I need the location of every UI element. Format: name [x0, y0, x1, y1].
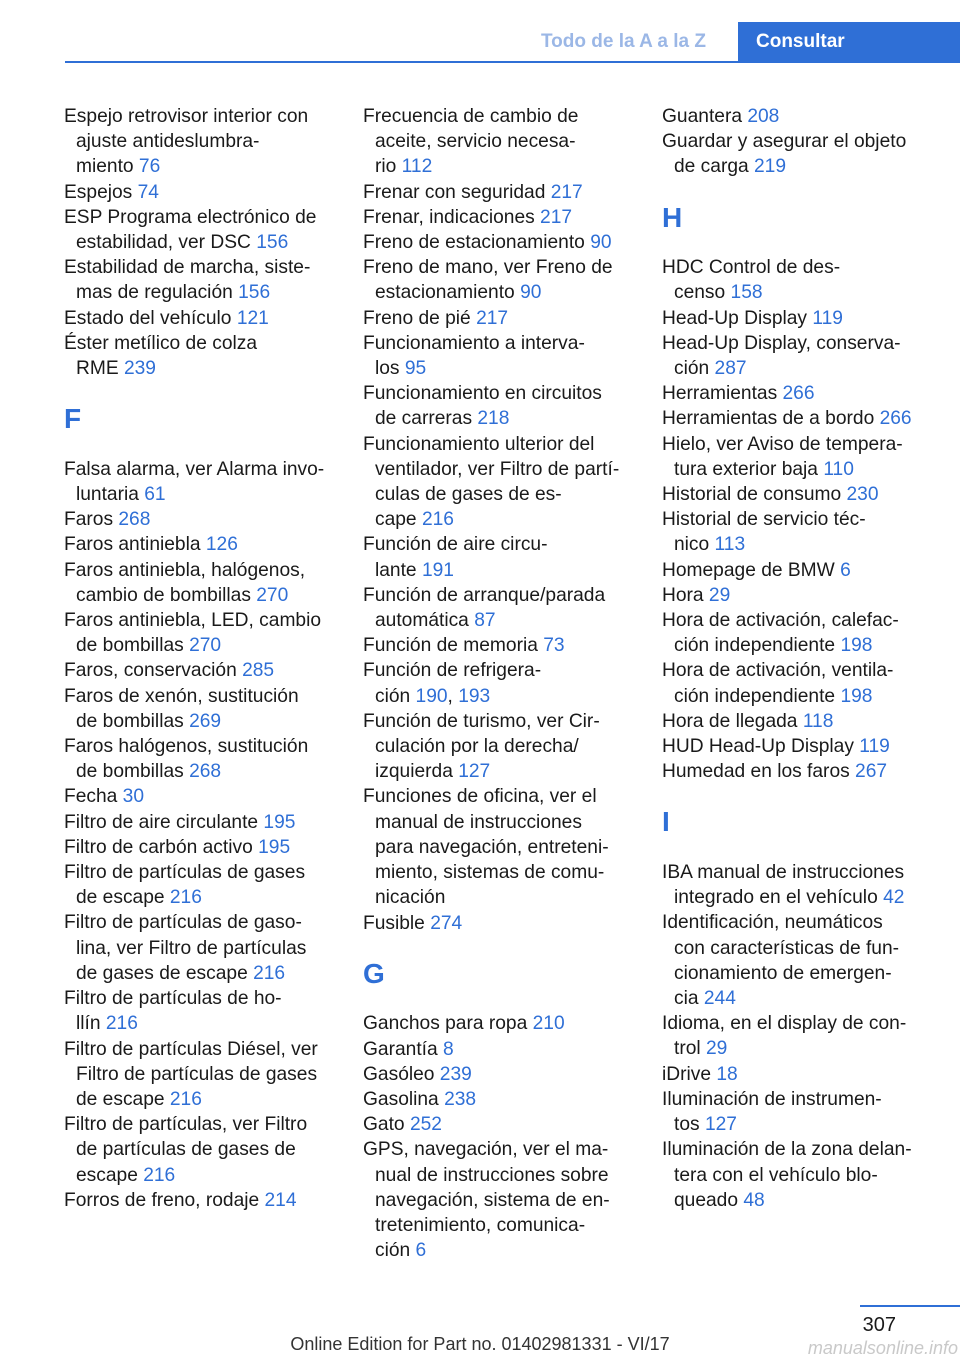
index-entry	[363, 255, 635, 305]
index-entry-text: Faros antiniebla, LED, cambio	[64, 610, 322, 632]
page-reference-link[interactable]: 110	[823, 458, 854, 480]
index-entry	[64, 532, 336, 557]
watermark: manualsonline.info	[807, 1338, 958, 1358]
index-entry	[662, 129, 934, 179]
page-reference-link[interactable]: 191	[421, 559, 454, 581]
page-reference-link[interactable]: 269	[189, 710, 222, 732]
page-reference-link[interactable]: 238	[444, 1088, 477, 1110]
index-entry-text: Funciones de oficina, ver el	[363, 786, 597, 808]
index-entry	[363, 583, 635, 633]
index-entry-text: Humedad en los faros	[662, 761, 856, 783]
index-entry: Función de refrigera- ción 190, 193	[363, 660, 542, 707]
index-entry-text: ción	[375, 1240, 416, 1262]
page-reference-link[interactable]: 270	[189, 635, 222, 657]
page-reference-link[interactable]: 216	[105, 1013, 138, 1035]
page-reference-link[interactable]: 285	[242, 660, 275, 682]
index-column-3	[662, 104, 934, 1213]
index-entry	[363, 432, 635, 533]
index-entry	[64, 860, 336, 910]
index-entry	[64, 558, 336, 608]
index-entry	[363, 205, 635, 230]
index-entry	[662, 583, 934, 608]
index-entry-text: manual de instrucciones	[375, 811, 582, 833]
index-entry	[363, 104, 635, 180]
page-reference-link[interactable]: 8	[443, 1038, 454, 1060]
index-entry	[64, 658, 336, 683]
index-entry-text: de partículas de gases de	[76, 1139, 296, 1161]
index-entry-text: Fecha	[64, 786, 123, 808]
index-entry	[662, 608, 934, 658]
index-entry	[662, 406, 934, 431]
index-entry-text: estacionamiento	[375, 282, 521, 304]
index-entry	[662, 658, 934, 708]
index-entry	[64, 835, 336, 860]
index-entry-text: ción independiente	[674, 685, 841, 707]
page-reference-link[interactable]: 198	[840, 685, 873, 707]
index-entry-text: culas de gases de es-	[375, 484, 562, 506]
index-entry-text: nicación	[375, 887, 446, 909]
index-letter-heading: F	[64, 403, 82, 435]
index-entry-text: de escape	[76, 1088, 170, 1110]
index-entry-text: Faros	[64, 509, 119, 531]
index-entry-text: ajuste antideslumbra-	[76, 131, 260, 153]
index-entry-text: Función de aire circu-	[363, 534, 548, 556]
index-entry-text: Hielo, ver Aviso de tempera-	[662, 433, 903, 455]
index-entry	[662, 910, 934, 1011]
page-number: 307	[862, 1314, 896, 1336]
footer-rule	[860, 1305, 960, 1307]
index-entry	[363, 1087, 635, 1112]
index-entry-text: aceite, servicio necesa-	[375, 131, 576, 153]
index-entry-text: Filtro de partículas de ho-	[64, 988, 282, 1010]
index-entry-text: Fusible	[363, 912, 431, 934]
index-entry-text: Función de turismo, ver Cir-	[363, 710, 600, 732]
index-entry-text: nual de instrucciones sobre	[375, 1164, 609, 1186]
index-entry-text: Función de refrigera-	[363, 660, 542, 682]
page-reference-link[interactable]: 270	[256, 584, 289, 606]
index-entry-text: lante	[375, 559, 422, 581]
index-entry	[64, 180, 336, 205]
index-entry-text: Frenar con seguridad	[363, 181, 551, 203]
index-entry	[363, 1062, 635, 1087]
page-reference-link[interactable]: 18	[716, 1063, 738, 1085]
page-reference-link[interactable]: 76	[138, 156, 161, 178]
index-entry	[64, 1188, 336, 1213]
index-entry	[662, 482, 934, 507]
page-reference-link[interactable]: 216	[421, 509, 454, 531]
page-reference-link[interactable]: 74	[137, 181, 159, 203]
index-entry	[363, 230, 635, 255]
index-entry-text: iDrive	[662, 1063, 717, 1085]
index-entry-text: Filtro de partículas Diésel, ver	[64, 1038, 318, 1060]
index-entry-text: trol	[674, 1038, 706, 1060]
index-entry	[662, 759, 934, 784]
page-reference-link[interactable]: 29	[708, 584, 731, 606]
index-entry-text: Hora de activación, calefac-	[662, 610, 899, 632]
page-reference-link[interactable]: 42	[883, 887, 905, 909]
page-reference-link[interactable]: 217	[476, 307, 509, 329]
page-reference-link[interactable]: 61	[144, 484, 166, 506]
page-reference-link[interactable]: 90	[590, 232, 612, 254]
index-entry-text: de bombillas	[76, 710, 190, 732]
index-entry-text: cape	[375, 509, 422, 531]
index-entry-text: escape	[76, 1164, 144, 1186]
index-entry-text: Iluminación de la zona delan-	[662, 1139, 912, 1161]
index-entry	[64, 910, 336, 986]
index-entry	[662, 507, 934, 557]
index-entry	[363, 306, 635, 331]
index-entry	[64, 734, 336, 784]
page-reference-link[interactable]: 239	[439, 1063, 472, 1085]
page-reference-link[interactable]: 156	[238, 282, 271, 304]
edition-note: Online Edition for Part no. 01402981331 - VI/17	[290, 1334, 670, 1354]
index-entry-text: Gasolina	[363, 1088, 445, 1110]
index-entry-text: Funcionamiento ulterior del	[363, 433, 595, 455]
index-entry-text: integrado en el vehículo	[674, 887, 884, 909]
index-entry-text: Homepage de BMW	[662, 559, 841, 581]
index-entry-text: de bombillas	[76, 761, 190, 783]
page-reference-link[interactable]: 156	[256, 232, 289, 254]
page-reference-link[interactable]: 90	[520, 282, 542, 304]
index-entry-text: Hora de llegada	[662, 710, 803, 732]
index-entry-text: miento	[76, 156, 139, 178]
index-entry-text: Falsa alarma, ver Alarma invo-	[64, 458, 325, 480]
chapter-tab[interactable]: Consultar	[738, 22, 960, 62]
index-entry-text: de carreras	[375, 408, 478, 430]
page-reference-link[interactable]: 268	[118, 509, 151, 531]
index-entry	[64, 986, 336, 1036]
page-reference-link[interactable]: 216	[169, 1088, 202, 1110]
index-entry-text: Espejos	[64, 181, 138, 203]
page-reference-link[interactable]: 126	[205, 534, 238, 556]
page-reference-link[interactable]: 195	[263, 811, 296, 833]
index-entry	[662, 381, 934, 406]
index-entry	[662, 1137, 934, 1213]
index-entry	[662, 432, 934, 482]
index-entry-text: HUD Head-Up Display	[662, 736, 860, 758]
index-entry-text: tera con el vehículo blo-	[674, 1164, 878, 1186]
index-entry	[662, 306, 934, 331]
index-entry-text: nico	[674, 534, 715, 556]
index-entry	[363, 381, 635, 431]
index-entry-text: Hora de activación, ventila-	[662, 660, 894, 682]
index-entry	[64, 104, 336, 180]
index-entry-text: llín	[76, 1013, 106, 1035]
index-entry-text: Historial de consumo	[662, 484, 847, 506]
index-entry-text: lina, ver Filtro de partículas	[76, 937, 307, 959]
index-entry-text: Faros halógenos, sustitución	[64, 736, 309, 758]
index-entry-text: queado	[674, 1189, 744, 1211]
index-entry-text: Freno de estacionamiento	[363, 232, 591, 254]
index-entry-text: Freno de pié	[363, 307, 477, 329]
index-entry-text: de escape	[76, 887, 170, 909]
index-entry-text: Gato	[363, 1114, 410, 1136]
index-entry-text: Head-Up Display	[662, 307, 813, 329]
page-reference-link[interactable]: 158	[730, 282, 763, 304]
page-reference-link[interactable]: 208	[747, 106, 780, 127]
index-entry-text: con características de fun-	[674, 937, 900, 959]
index-entry-text: Historial de servicio téc-	[662, 509, 866, 531]
index-entry-text: Guardar y asegurar el objeto	[662, 131, 907, 153]
index-entry-text: mas de regulación	[76, 282, 239, 304]
page-reference-link[interactable]: 268	[189, 761, 222, 783]
index-entry	[64, 784, 336, 809]
index-entry-text: Ganchos para ropa	[363, 1013, 533, 1035]
index-entry	[662, 709, 934, 734]
index-entry-text: automática	[375, 610, 475, 632]
index-entry-text: miento, sistemas de comu-	[375, 862, 605, 884]
index-entry	[363, 1037, 635, 1062]
index-entry	[363, 1137, 635, 1263]
index-entry	[363, 911, 635, 936]
index-entry	[662, 1087, 934, 1137]
page-reference-link[interactable]: 198	[840, 635, 873, 657]
index-letter-heading: I	[662, 806, 670, 838]
index-entry-text: ción	[375, 685, 416, 707]
index-entry-text: Estado del vehículo	[64, 307, 237, 329]
index-entry-text: de carga	[674, 156, 755, 178]
index-entry-text: Iluminación de instrumen-	[662, 1088, 882, 1110]
page-reference-link[interactable]: 230	[846, 484, 879, 506]
page-reference-link[interactable]: 218	[477, 408, 510, 430]
page-reference-link[interactable]: 210	[532, 1013, 565, 1035]
index-entry	[662, 860, 934, 910]
index-letter-heading: H	[662, 201, 683, 233]
index-entry-text: Herramientas de a bordo	[662, 408, 880, 430]
index-column-1	[64, 104, 336, 1213]
index-entry-text: Hora	[662, 584, 709, 606]
index-entry	[363, 180, 635, 205]
index-entry	[662, 104, 934, 129]
index-entry-text: los	[375, 358, 405, 380]
index-entry	[64, 255, 336, 305]
index-entry	[64, 810, 336, 835]
index-entry-text: Head-Up Display, conserva-	[662, 332, 901, 354]
page-reference-link[interactable]: 239	[123, 358, 156, 380]
index-entry	[363, 633, 635, 658]
index-entry-text: Frenar, indicaciones	[363, 206, 541, 228]
index-entry-text: Faros de xenón, sustitución	[64, 685, 299, 707]
index-entry-text: Faros antiniebla, halógenos,	[64, 559, 306, 581]
index-entry	[64, 1112, 336, 1188]
index-entry-text: ción	[674, 358, 715, 380]
index-entry	[363, 1112, 635, 1137]
index-entry	[64, 457, 336, 507]
index-entry-text: ción independiente	[674, 635, 841, 657]
index-entry-text: ventilador, ver Filtro de partí-	[375, 458, 620, 480]
index-entry	[64, 306, 336, 331]
index-entry-text: Identificación, neumáticos	[662, 912, 883, 934]
index-entry-text: Idioma, en el display de con-	[662, 1013, 907, 1035]
section-tab[interactable]: Todo de la A a la Z	[540, 31, 706, 52]
index-entry	[64, 507, 336, 532]
index-entry-text: Guantera	[662, 106, 748, 127]
index-entry-text: Espejo retrovisor interior con	[64, 106, 309, 127]
index-entry-text: Funcionamiento a interva-	[363, 332, 585, 354]
page-reference-link[interactable]: 119	[859, 736, 890, 758]
index-entry-text: para navegación, entreteni-	[375, 836, 609, 858]
page-reference-link[interactable]: 266	[782, 383, 815, 405]
index-entry-text: GPS, navegación, ver el ma-	[363, 1139, 609, 1161]
index-column-2	[363, 104, 635, 1263]
index-entry-text: Filtro de partículas, ver Filtro	[64, 1114, 308, 1136]
index-entry	[363, 331, 635, 381]
index-entry	[363, 784, 635, 910]
index-entry-text: censo	[674, 282, 731, 304]
index-entry-text: Forros de freno, rodaje	[64, 1189, 265, 1211]
index-entry-text: Funcionamiento en circuitos	[363, 383, 602, 405]
index-entry-text: Freno de mano, ver Freno de	[363, 257, 613, 279]
index-entry-text: Frecuencia de cambio de	[363, 106, 579, 127]
page-reference-link[interactable]: 244	[703, 988, 736, 1010]
page-reference-link[interactable]: 6	[415, 1240, 427, 1262]
page-reference-link[interactable]: 121	[236, 307, 269, 329]
index-entry-text: estabilidad, ver DSC	[76, 232, 257, 254]
page-reference-link[interactable]: 118	[802, 710, 834, 732]
index-entry-text: Herramientas	[662, 383, 783, 405]
page-reference-link[interactable]: 29	[706, 1038, 728, 1060]
index-entry	[662, 331, 934, 381]
index-entry-text: Garantía	[363, 1038, 443, 1060]
index-entry-text: de bombillas	[76, 635, 190, 657]
index-entry	[64, 1037, 336, 1113]
page-reference-link[interactable]: 190	[415, 685, 448, 707]
page-reference-link[interactable]: 193	[458, 685, 491, 707]
index-entry	[64, 608, 336, 658]
page-reference-link[interactable]: 217	[540, 206, 573, 228]
index-entry	[64, 684, 336, 734]
index-entry-text: Gasóleo	[363, 1063, 440, 1085]
page-reference-link[interactable]: 219	[754, 156, 787, 178]
page-reference-link[interactable]: 216	[169, 887, 202, 909]
index-entry-text: ESP Programa electrónico de	[64, 206, 317, 228]
page-reference-link[interactable]: 30	[122, 786, 145, 808]
index-entry	[363, 709, 635, 785]
index-entry-text: cambio de bombillas	[76, 584, 257, 606]
page-reference-link[interactable]: 216	[253, 962, 286, 984]
index-entry-text: Filtro de partículas de gaso-	[64, 912, 302, 934]
page-reference-link[interactable]: 48	[743, 1189, 765, 1211]
page-reference-link[interactable]: 216	[143, 1164, 176, 1186]
page-reference-link[interactable]: 127	[458, 761, 491, 783]
index-entry	[662, 255, 934, 305]
page-reference-link[interactable]: 119	[812, 307, 843, 329]
index-entry	[662, 1011, 934, 1061]
index-entry-text: Éster metílico de colza	[64, 332, 258, 354]
index-entry-text: tos	[674, 1114, 705, 1136]
index-entry-text: culación por la derecha/	[375, 736, 579, 758]
page-reference-link[interactable]: 266	[879, 408, 912, 430]
page-reference-link[interactable]: 95	[404, 358, 427, 380]
index-entry-text: Filtro de partículas de gases	[64, 862, 306, 884]
index-letter-heading: G	[363, 957, 385, 989]
index-entry-text: izquierda	[375, 761, 459, 783]
index-entry-text: navegación, sistema de en-	[375, 1189, 610, 1211]
index-entry-text: Filtro de partículas de gases	[76, 1063, 318, 1085]
index-entry-text: tura exterior baja	[674, 458, 824, 480]
index-entry-text: Filtro de aire circulante	[64, 811, 264, 833]
page-reference-link[interactable]: 73	[543, 635, 565, 657]
index-entry-text: Estabilidad de marcha, siste-	[64, 257, 311, 279]
index-entry-text: Función de memoria	[363, 635, 544, 657]
page-reference-link[interactable]: 195	[258, 836, 291, 858]
index-entry	[363, 532, 635, 582]
index-entry-text: luntaria	[76, 484, 145, 506]
page-reference-link[interactable]: 6	[840, 559, 851, 581]
index-entry	[363, 1011, 635, 1036]
page-reference-link[interactable]: 112	[401, 156, 433, 178]
index-entry-text: Faros antiniebla	[64, 534, 206, 556]
page-reference-link[interactable]: 127	[704, 1114, 737, 1136]
index-entry-text: Filtro de carbón activo	[64, 836, 259, 858]
index-entry-text: de gases de escape	[76, 962, 254, 984]
index-entry	[662, 734, 934, 759]
index-entry	[662, 558, 934, 583]
page-reference-link[interactable]: 274	[430, 912, 463, 934]
index-entry-text: RME	[76, 358, 124, 380]
page-reference-link[interactable]: 252	[409, 1114, 442, 1136]
page-reference-link[interactable]: 267	[855, 761, 888, 783]
index-entry	[662, 1062, 934, 1087]
page-reference-link[interactable]: 214	[264, 1189, 297, 1211]
index-entry-text: IBA manual de instrucciones	[662, 862, 905, 884]
index-entry-text: Faros, conservación	[64, 660, 243, 682]
page-reference-link[interactable]: 287	[714, 358, 747, 380]
page-reference-link[interactable]: 113	[714, 534, 746, 556]
index-entry-text: rio	[375, 156, 402, 178]
index-entry-text: cia	[674, 988, 704, 1010]
index-entry-text: HDC Control de des-	[662, 257, 841, 279]
page-reference-link[interactable]: 217	[550, 181, 583, 203]
page-reference-link[interactable]: 87	[474, 610, 496, 632]
index-entry	[64, 205, 336, 255]
index-entry-text: Función de arranque/parada	[363, 584, 606, 606]
index-entry-text: cionamiento de emergen-	[674, 962, 892, 984]
index-entry	[64, 331, 336, 381]
index-entry-text: tretenimiento, comunica-	[375, 1214, 586, 1236]
